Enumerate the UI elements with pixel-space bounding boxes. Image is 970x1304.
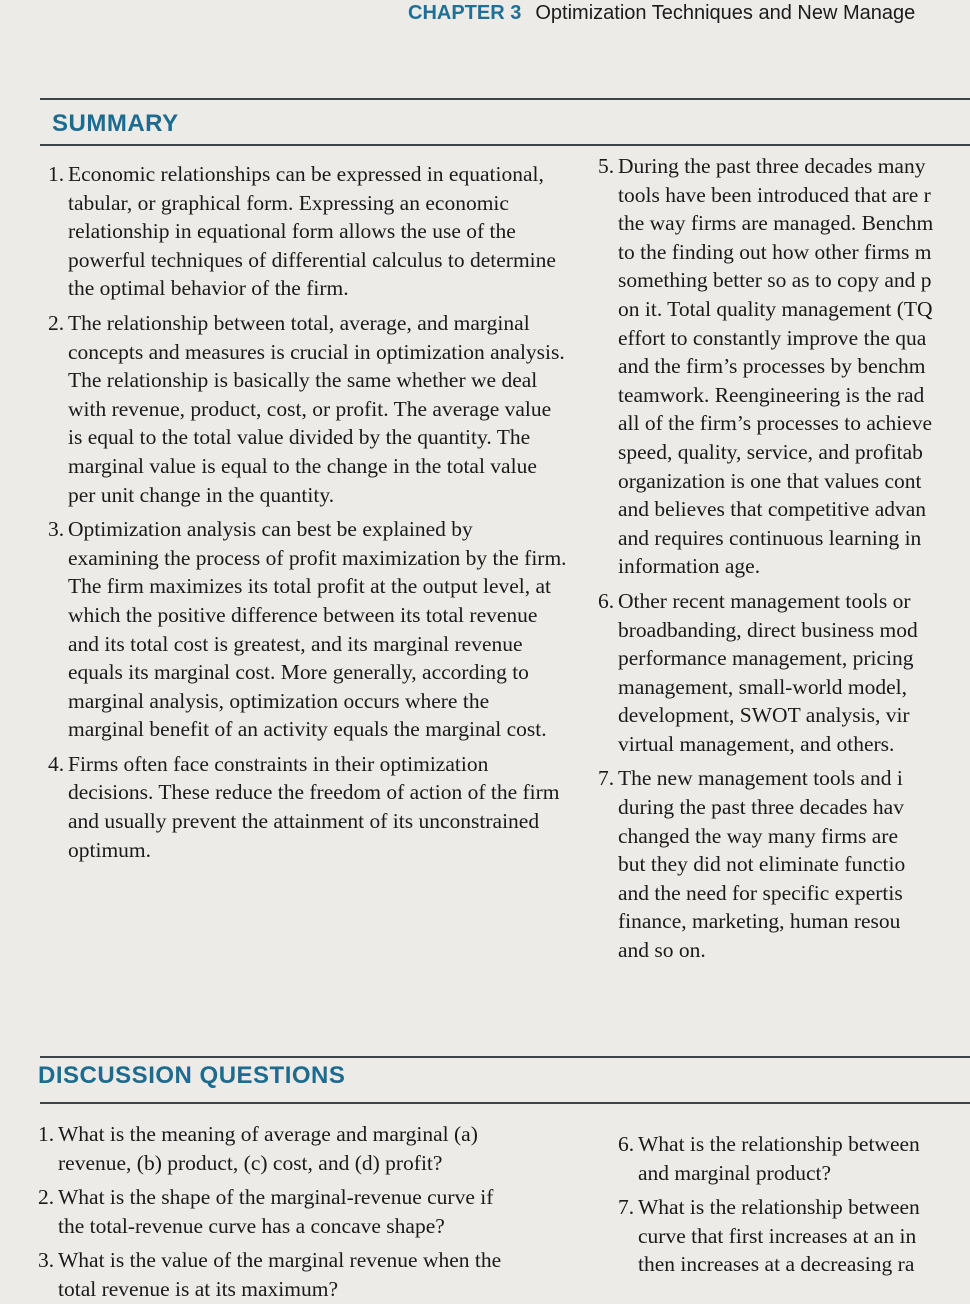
summary-right-column [598,152,960,971]
question-item: 7. What is the relationship between curve that first increases at an in then increases at a decreasing ra [618,1195,920,1277]
question-item: 1. What is the meaning of average and marginal (a) revenue, (b) product, (c) cost, and (d) profit? [38,1122,478,1175]
summary-item: 3. Optimization analysis can best be explained by examining the process of profit maximization by the firm. The firm maximizes its total profit at the output level, at which the positive difference between its total revenue and its total cost is greatest, and its marginal revenue equals its marginal cost. More generally, according to marginal analysis, optimization occurs where the marginal benefit of an activity equals the marginal cost. [48,517,567,742]
summary-heading: SUMMARY [52,110,179,137]
chapter-title: Optimization Techniques and New Manage [535,2,916,24]
summary-item: 7. The new management tools and i during the past three decades hav changed the way many firms are but they did not eliminate functio and the need for specific expertis finance, marketing, human resou and so on. [598,766,906,963]
question-item: 3. What is the value of the marginal revenue when the total revenue is at its maximum? [38,1248,502,1301]
question-item: 6. What is the relationship between and marginal product? [618,1132,920,1185]
summary-item: 4. Firms often face constraints in their optimization decisions. These reduce the freedom of action of the firm and usually prevent the attainment of its unconstrained optimum. [48,751,560,862]
summary-item: 6. Other recent management tools or broadbanding, direct business mod performance management, pricing management, small-world model, development, SWOT analysis, vir virtual management, and others. [598,588,918,756]
running-head [408,2,915,25]
discussion-right-column [618,1130,960,1280]
discussion-bottom-rule [40,1102,970,1104]
summary-top-rule [40,98,970,100]
question-item: 2. What is the shape of the marginal-revenue curve if the total-revenue curve has a concave shape? [38,1185,494,1238]
discussion-left-column [38,1120,578,1301]
discussion-top-rule [40,1056,970,1058]
summary-bottom-rule [40,144,970,146]
summary-left-column [48,160,568,870]
summary-item: 1. Economic relationships can be expressed in equational, tabular, or graphical form. Expressing an economic relationship in equational form allows the use of the powerful techniques of differential calculus to determine the optimal behavior of the firm. [48,162,556,301]
summary-item: 2. The relationship between total, average, and marginal concepts and measures is crucial in optimization analysis. The relationship is basically the same whether we deal with revenue, product, cost, or profit. The average value is equal to the total value divided by the quantity. The marginal value is equal to the change in the total value per unit change in the quantity. [48,310,565,507]
discussion-heading: DISCUSSION QUESTIONS [38,1062,346,1089]
chapter-label: CHAPTER 3 [408,2,522,24]
summary-item: 5. During the past three decades many tools have been introduced that are r the way firms are managed. Benchm to the finding out how other firms m something better so as to copy and p on it. Total quality management (TQ effort to constantly improve the qua and the firm’s processes by benchm teamwork. Reengineering is the rad all of the firm’s processes to achieve speed, quality, service, and profitab organization is one that values cont and believes that competitive advan and requires continuous learning in information age. [598,154,934,579]
